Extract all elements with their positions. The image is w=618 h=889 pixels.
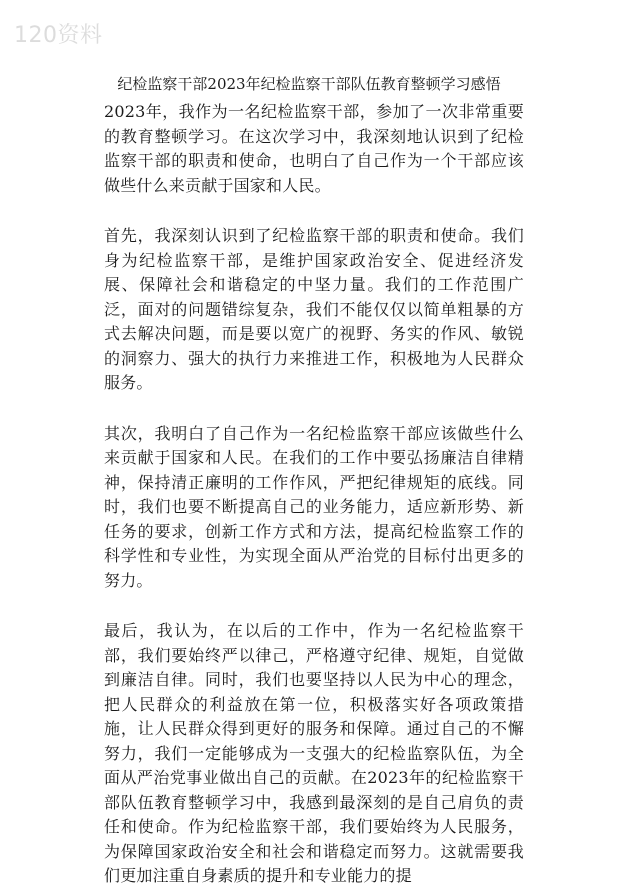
paragraph-intro: 2023年，我作为一名纪检监察干部，参加了一次非常重要的教育整顿学习。在这次学习中，我深刻地认识到了纪检监察干部的职责和使命，也明白了自己作为一个干部应该做些什么来贡献于国家和人民。 [104, 102, 524, 195]
document-title: 纪检监察干部2023年纪检监察干部队伍教育整顿学习感悟 [117, 75, 501, 93]
paragraph-last: 最后，我认为，在以后的工作中，作为一名纪检监察干部，我们要始终严以律己，严格遵守纪律、规矩，自觉做到廉洁自律。同时，我们也要坚持以人民为中心的理念，把人民群众的利益放在第一位，积极落实好各项政策措施，让人民群众得到更好的服务和保障。通过自己的不懈努力，我们一定能够成为一支强大的纪检监察队伍，为全面从严治党事业做出自己的贡献。在2023年的纪检监察干部队伍教育整顿学习中，我感到最深刻的是自己肩负的责任和使命。作为纪检监察干部，我们要始终为人民服务，为保障国家政治安全和社会和谐稳定而努力。这就需要我们更加注重自身素质的提升和专业能力的提 [104, 621, 524, 885]
paragraph-second: 其次，我明白了自己作为一名纪检监察干部应该做些什么来贡献于国家和人民。在我们的工作中要弘扬廉洁自律精神，保持清正廉明的工作作风，严把纪律规矩的底线。同时，我们也要不断提高自己的业务能力，适应新形势、新任务的要求，创新工作方式和方法，提高纪检监察工作的科学性和专业性，为实现全面从严治党的目标付出更多的努力。 [104, 423, 524, 590]
document-body [104, 100, 524, 889]
paragraph-first: 首先，我深刻认识到了纪检监察干部的职责和使命。我们身为纪检监察干部，是维护国家政治安全、促进经济发展、保障社会和谐稳定的中坚力量。我们的工作范围广泛，面对的问题错综复杂，我们不能仅仅以简单粗暴的方式去解决问题，而是要以宽广的视野、务实的作风、敏锐的洞察力、强大的执行力来推进工作，积极地为人民群众服务。 [104, 226, 524, 392]
watermark-logo: 120资料 [14, 23, 103, 48]
